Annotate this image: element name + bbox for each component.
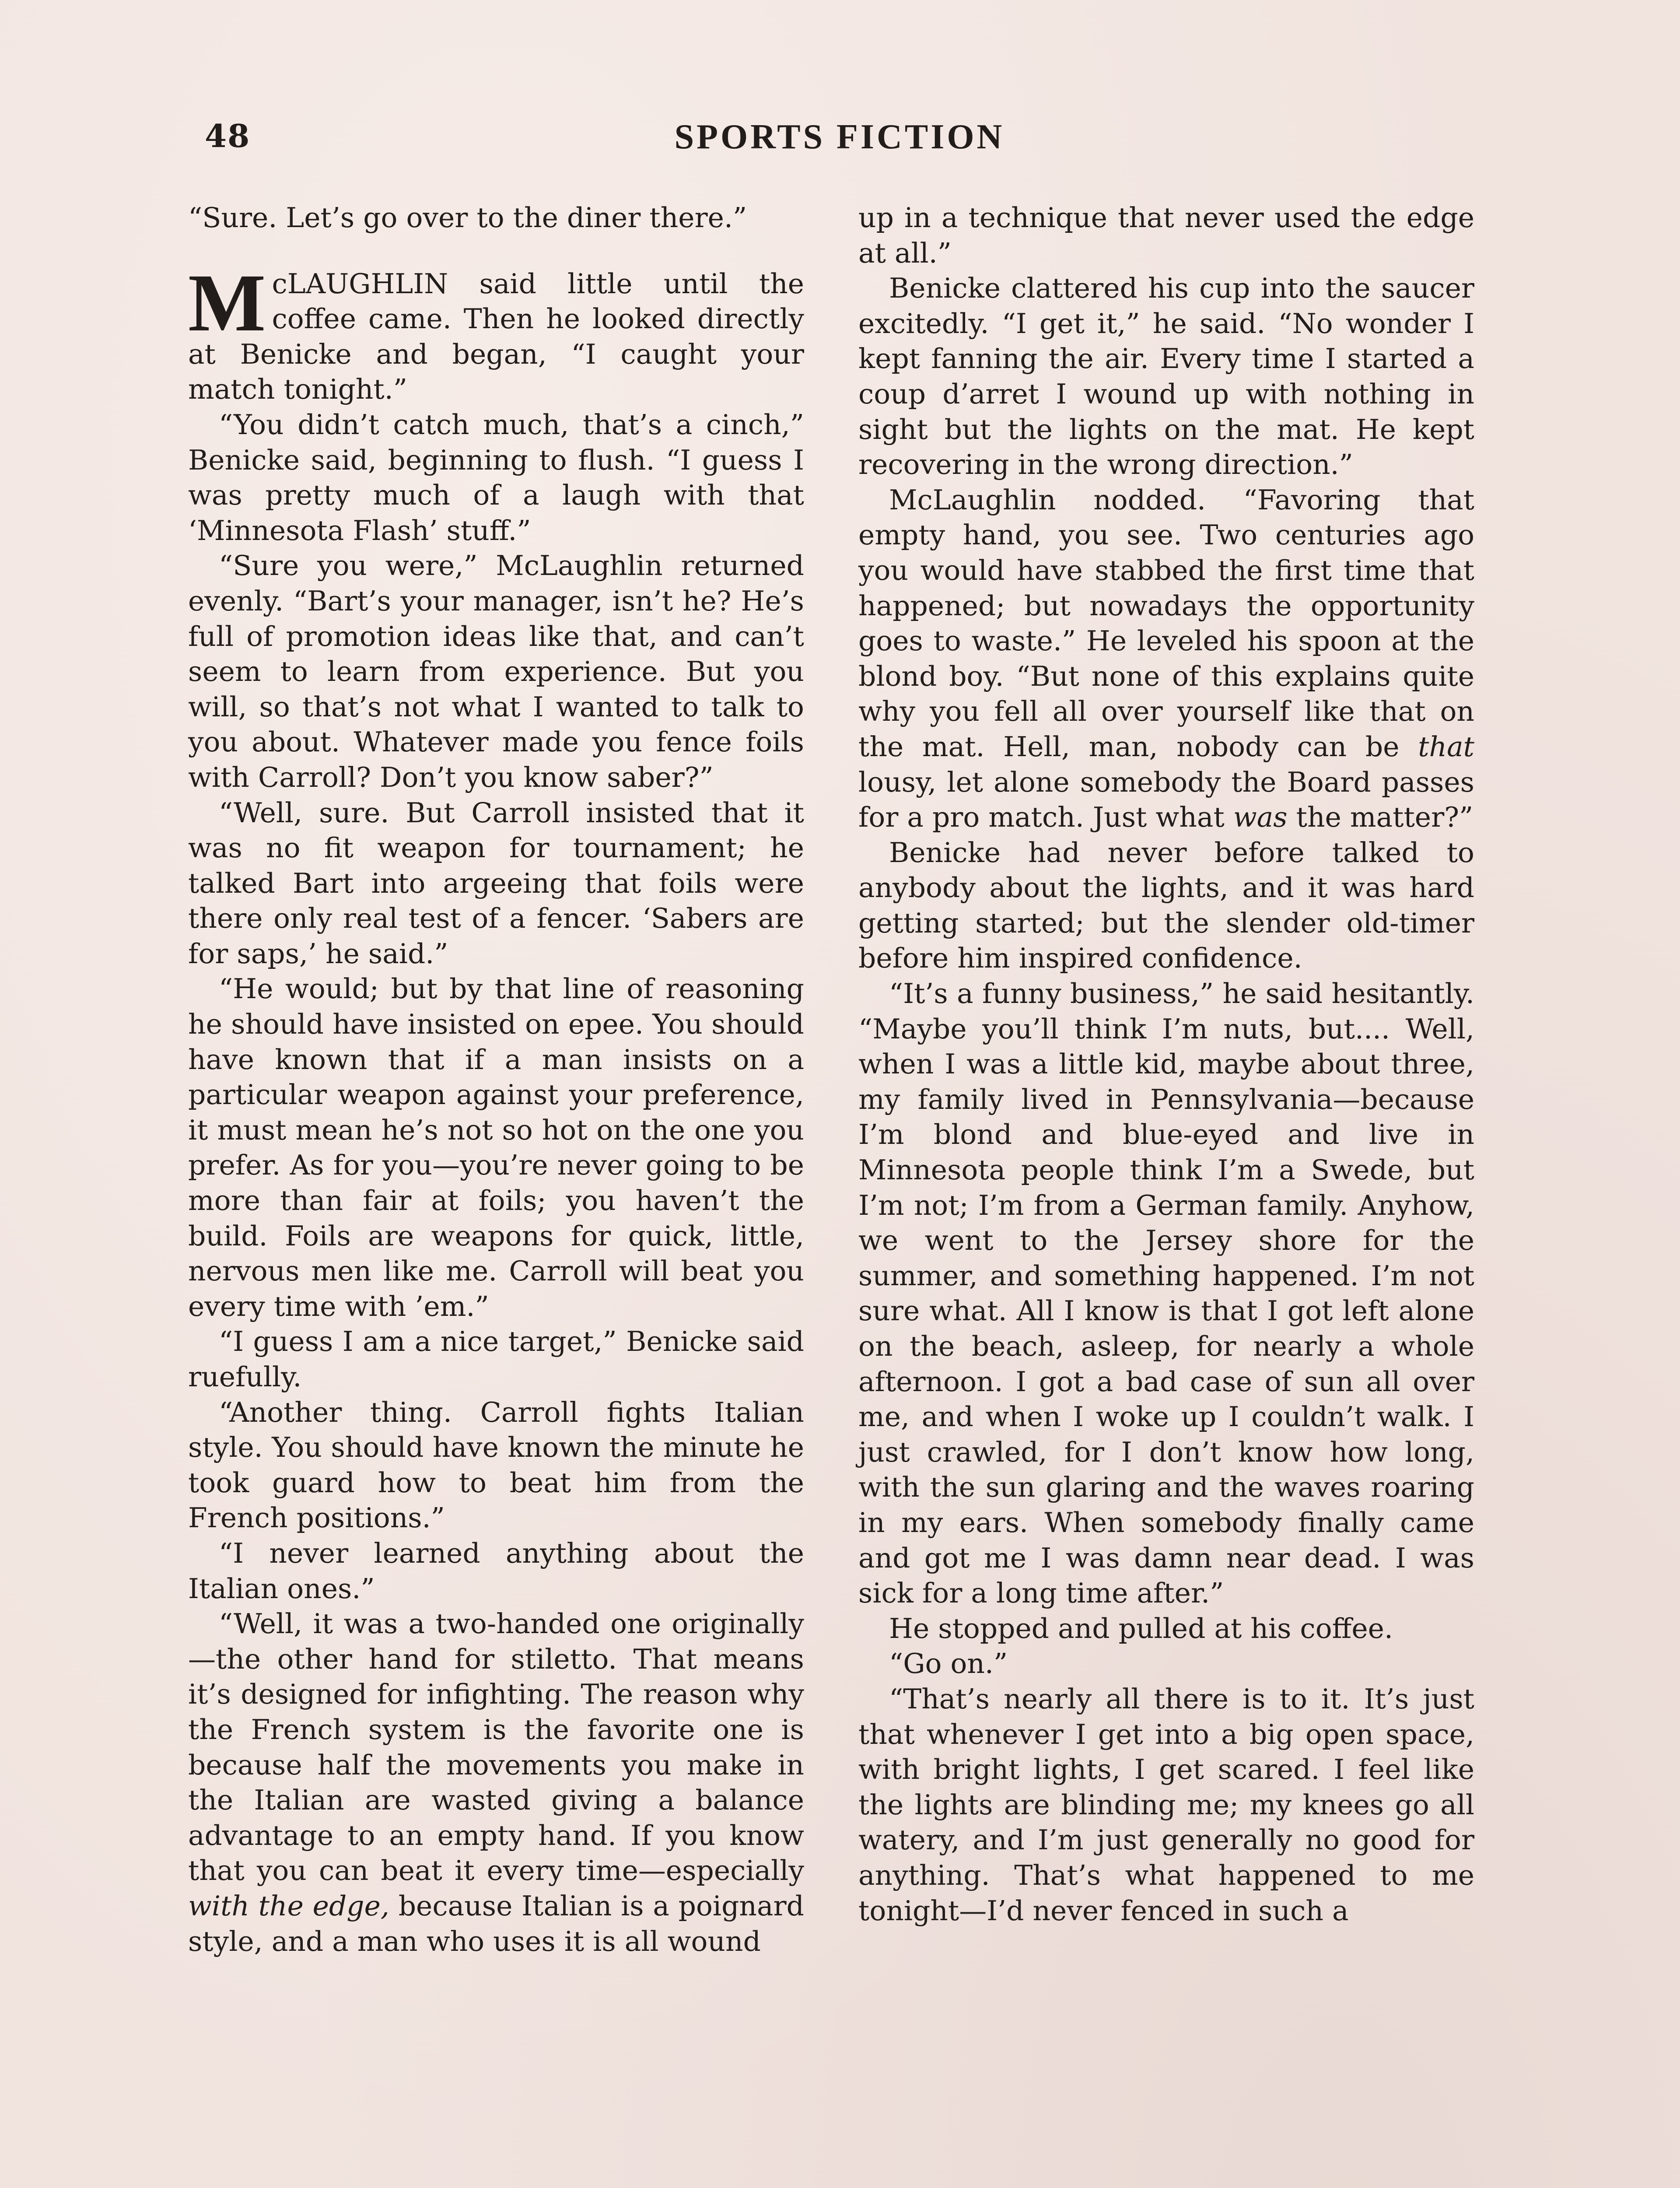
paragraph: “Go on.”	[889, 1648, 1008, 1680]
paragraph: Benicke had never before talked to anybody about the lights, and it was hard getting started; but the slender old-timer before him inspired confidence.	[858, 836, 1474, 975]
italic-text: was	[1233, 801, 1288, 834]
paragraph: “Another thing. Carroll fights Italian style. You should have known the minute he took guard how to beat him from the French positions.”	[188, 1396, 804, 1534]
paragraph: “You didn’t catch much, that’s a cinch,” Benicke said, beginning to flush. “I guess I was pretty much of a laugh with that ‘Minnesota Flash’ stuff.”	[188, 408, 804, 547]
left-column	[188, 200, 804, 1959]
paragraph: “He would; but by that line of reasoning he should have insisted on epee. You should have known that if a man insists on a particular weapon against your preference, it must mean he’s not so hot on the one you prefer. As for you—you’re never going to be more than fair at foils; you haven’t the build. Foils are weapons for quick, little, nervous men like me. Carroll will beat you every time with ’em.”	[188, 973, 804, 1322]
page-header	[205, 117, 1474, 165]
right-column	[858, 200, 1474, 1929]
paragraph: “That’s nearly all there is to it. It’s just that whenever I get into a big open space, with bright lights, I get scared. I feel like the lights are blinding me; my knees go all watery, and I’m just generally no good for anything. That’s what happened to me tonight—I’d never fenced in such a	[858, 1683, 1474, 1927]
paragraph	[188, 1606, 804, 1959]
italic-text: that	[1418, 730, 1474, 763]
running-head: SPORTS FICTION	[674, 118, 1005, 156]
paragraph-text: cLAUGHLIN said little until the coffee came. Then he looked directly at Benicke and began, “I caught your match tonight.”	[188, 267, 804, 406]
paragraph-text: lousy, let alone somebody the Board passes for a pro match. Just what	[858, 766, 1474, 834]
paragraph: “Sure. Let’s go over to the diner there.”	[188, 202, 747, 234]
paragraph-text: because Italian is a poignard style, and a man who uses it is all wound	[188, 1890, 804, 1957]
paragraph: Benicke clattered his cup into the saucer excitedly. “I get it,” he said. “No wonder I kept fanning the air. Every time I started a coup d’arret I wound up with nothing in sight but the lights on the mat. He kept recovering in the wrong direction.”	[858, 272, 1474, 481]
paragraph: up in a technique that never used the edge at all.”	[858, 202, 1474, 269]
paragraph: “It’s a funny business,” he said hesitantly. “Maybe you’ll think I’m nuts, but.... Well, when I was a little kid, maybe about three, my family lived in Pennsylvania—because I’m blond and blue-eyed and live in Minnesota people think I’m a Swede, but I’m not; I’m from a German family. Anyhow, we went to the Jersey shore for the summer, and something happened. I’m not sure what. All I know is that I got left alone on the beach, asleep, for nearly a whole afternoon. I got a bad case of sun all over me, and when I woke up I couldn’t walk. I just crawled, for I don’t know how long, with the sun glaring and the waves roaring in my ears. When somebody finally came and got me I was damn near dead. I was sick for a long time after.”	[858, 978, 1474, 1609]
paragraph: He stopped and pulled at his coffee.	[889, 1612, 1393, 1645]
paragraph	[858, 483, 1474, 835]
drop-cap: M	[188, 256, 266, 348]
paragraph: “Sure you were,” McLaughlin returned evenly. “Bart’s your manager, isn’t he? He’s full of promotion ideas like that, and can’t seem to learn from experience. But you will, so that’s not what I wanted to talk to you about. Whatever made you fence foils with Carroll? Don’t you know saber?”	[188, 550, 804, 793]
paragraph: “I never learned anything about the Italian ones.”	[188, 1537, 804, 1605]
paragraph-text: the matter?”	[1287, 801, 1474, 834]
page-number: 48	[205, 117, 251, 154]
paragraph-text: McLaughlin nodded. “Favoring that empty hand, you see. Two centuries ago you would have stabbed the first time that happened; but nowadays the opportunity goes to waste.” He leveled his spoon at the blond boy. “But none of this explains quite why you fell all over yourself like that on the mat. Hell, man, nobody can be	[858, 484, 1474, 763]
paragraph: “I guess I am a nice target,” Benicke said ruefully.	[188, 1325, 804, 1393]
section-start-paragraph	[188, 256, 804, 407]
paragraph-text: “Well, it was a two-handed one originally—the other hand for stiletto. That means it’s designed for infighting. The reason why the French system is the favorite one is because half the movements you make in the Italian are wasted giving a balance advantage to an empty hand. If you know that you can beat it every time—especially	[188, 1608, 804, 1887]
italic-text: with the edge,	[188, 1890, 389, 1922]
paragraph: “Well, sure. But Carroll insisted that it was no fit weapon for tournament; he talked Bart into argeeing that foils were there only real test of a fencer. ‘Sabers are for saps,’ he said.”	[188, 796, 804, 970]
